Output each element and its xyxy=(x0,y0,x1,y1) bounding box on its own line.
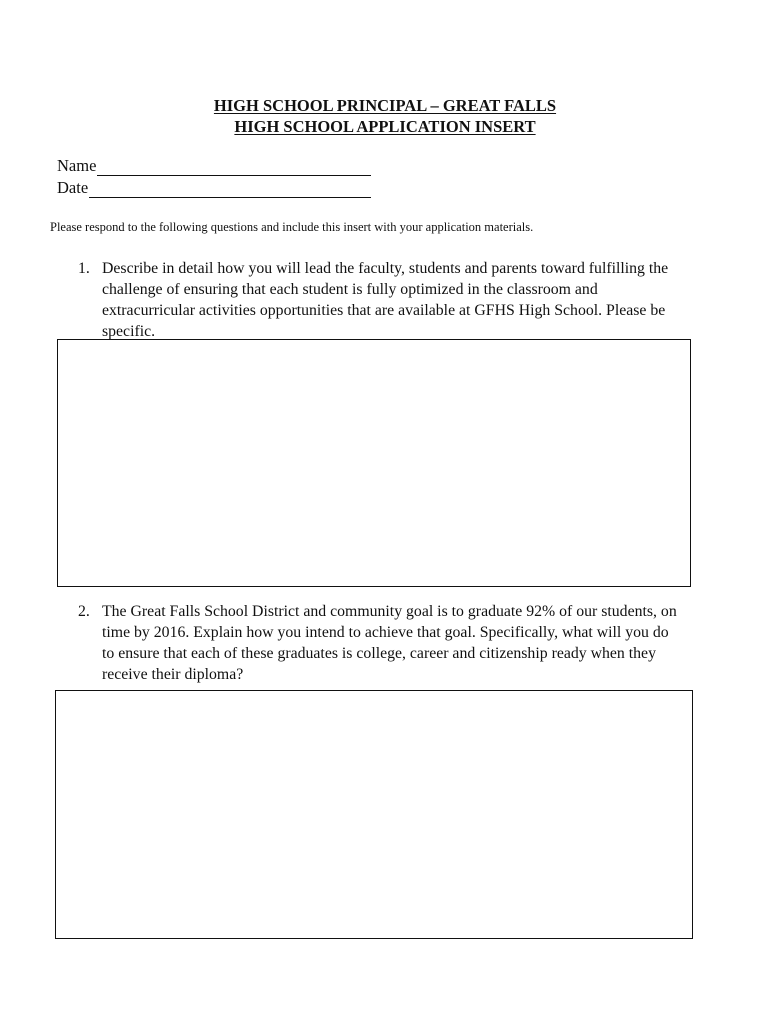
instructions-text: Please respond to the following questions and include this insert with your application materials. xyxy=(50,220,534,234)
question-2 xyxy=(78,601,678,685)
answer-box-2[interactable] xyxy=(55,690,693,939)
name-field-row xyxy=(57,156,371,176)
date-input-line[interactable] xyxy=(89,181,371,198)
document-title-line-2: HIGH SCHOOL APPLICATION INSERT xyxy=(234,117,536,136)
question-2-number: 2. xyxy=(78,603,90,620)
date-label: Date xyxy=(57,178,89,197)
question-1 xyxy=(78,258,678,342)
name-label: Name xyxy=(57,156,97,175)
question-1-text: Describe in detail how you will lead the faculty, students and parents toward fulfilling the challenge of ensuring that each student is fully optimized in the classroom and extracurricular activities opportunities that are available at GFHS High School. Please be specific. xyxy=(102,260,669,340)
name-input-line[interactable] xyxy=(97,159,371,176)
question-1-number: 1. xyxy=(78,260,90,277)
document-title-line-1: HIGH SCHOOL PRINCIPAL – GREAT FALLS xyxy=(213,96,557,115)
answer-box-1[interactable] xyxy=(57,339,691,587)
date-field-row xyxy=(57,178,371,198)
question-2-text: The Great Falls School District and community goal is to graduate 92% of our students, on time by 2016. Explain how you intend to achieve that goal. Specifically, what will you do to ensure that each of these graduates is college, career and citizenship ready when they receive their diploma? xyxy=(102,603,677,683)
